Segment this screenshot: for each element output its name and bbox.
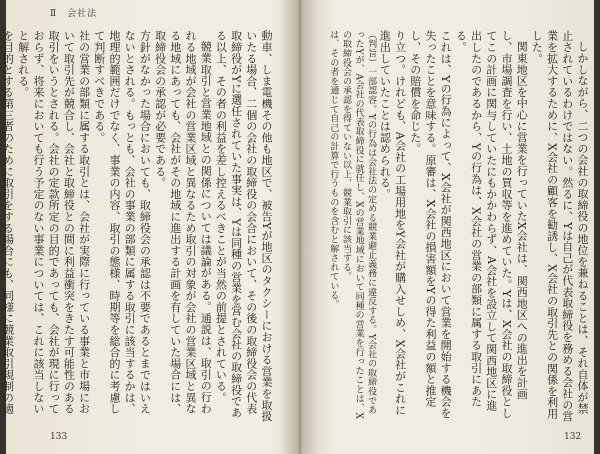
right-paragraph: り立つ。けれども、A会社の工場用地をY会社が購入せしめ、X会社がこれに進出していたことは認められる。 bbox=[378, 30, 407, 416]
left-paragraph: 社の営業の部類に属する取引とは、会社が実際に行っている事業と市場において取引先が競合し、会社と取締役との間に利益衝突をきたす可能性のある取引をいうとされる。会社の定款所定の目的であっても、会社が現に行っておらず、将来においても行う予定のない事業については、これに該当しないと解される。 bbox=[16, 30, 91, 415]
right-paragraph: これは、Yの行為によって、X会社が関西地区において営業を開始する機会を失ったことを意味する。原審は、X会社の損害額をYの得た利益の額と推定し、その賠償を命じた。 bbox=[408, 30, 453, 419]
case-note: は、その者を通じて自己の計算で行うものを含むと解されている。 bbox=[328, 30, 339, 309]
page-number: 133 bbox=[50, 432, 68, 442]
left-paragraph: 競業取引と営業地域との関係については議論がある。通説は、取引の行われる地域が会社の営業区域と異なるため取引の対象が会社の営業区域と異なる地域にあっても、会社がその地域に進出する計画を有していた場合には、取締役会の承認が必要である。 bbox=[153, 30, 213, 415]
page-number: 132 bbox=[564, 432, 582, 442]
left-paragraph: 方針がなかった場合においても、取締役会の承認は不要であるとまではいえないとされる。もっとも、会社の事業の部類に属する取引に該当するかは、地理的範囲だけでなく、事業の内容、取引の態様、時期等を総合的に考慮して判断すべきである。 bbox=[92, 30, 152, 415]
right-paragraph: しかしながら、二つの会社の取締役の地位を兼ねることは、それ自体が禁止されているわけではない。然るに、Yは自己が代表取締役を務める会社の営業を拡大するために、X会社の顧客を勧誘し、X会社の取引先との関係を利用した。 bbox=[530, 30, 589, 422]
left-page bbox=[0, 0, 298, 454]
right-paragraph: 関東地区を中心に営業を行っていたX会社は、関西地区への進出を計画し、市場調査を行い、土地の買収等を進めていた。Yは、X会社の取締役としてこの計画に関与していたにもかかわらず、A会社を設立して関西地区に進出したのであるから、Yの行為は、X会社の営業の部類に属する取引にあたる。 bbox=[454, 30, 529, 419]
running-head: Ⅱ 会社法 bbox=[50, 9, 98, 19]
case-note: （判旨）一部認容。Yの行為は会社法の定める競業避止義務に違反する。Y会社の取締役であったYが、A会社の代表取締役に就任し、Xの営業地域において同種の営業を行ったことは、Xの取締役会の承認を得ていない以上、競業取引に該当する。 bbox=[340, 30, 377, 420]
left-page-body bbox=[1, 30, 274, 422]
left-paragraph: を目的とする第三者のために取引をする場合にも、同様に競業取引規制の適 bbox=[1, 30, 15, 415]
right-page-body bbox=[318, 30, 590, 422]
left-paragraph: 動車、しま電機その他も地区で、被告Yが地区のタクシーにおける営業を取扱いたる場合、二個の会社の取締役の会合において、その後の取締役会の代表取締役がYに選任されていた事実は、Yは同種の営業を営む会社の取締役である以上、その者の利益を差し控えるべきことが当然の前提とされている。 bbox=[214, 30, 273, 422]
right-page bbox=[302, 0, 600, 454]
